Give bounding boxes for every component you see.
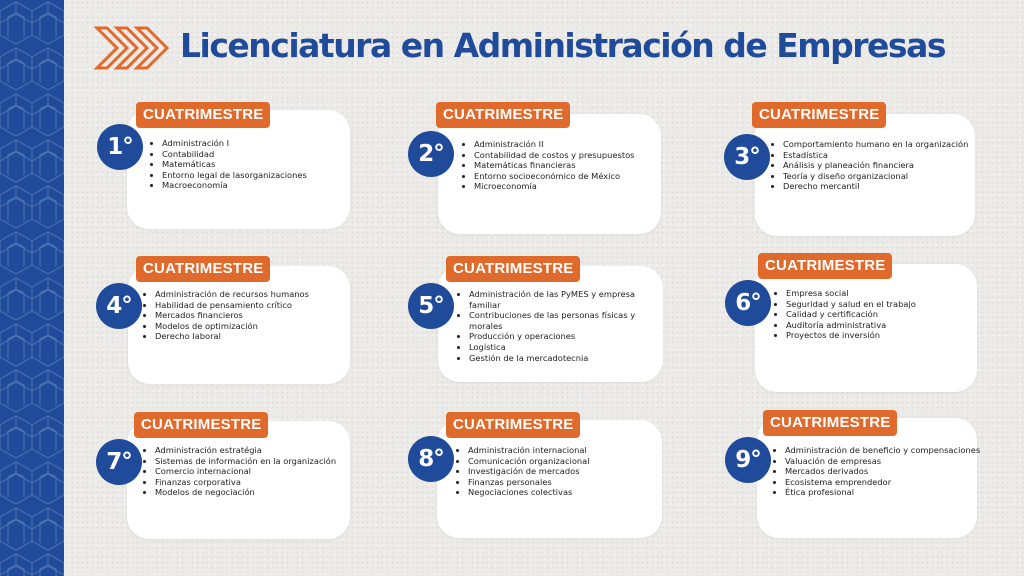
course-list <box>143 289 359 342</box>
cuatrimestre-number: 9° <box>725 437 771 483</box>
cuatrimestre-badge: CUATRIMESTRE <box>446 412 580 438</box>
cuatrimestre-badge: CUATRIMESTRE <box>136 256 270 282</box>
cuatrimestre-badge: CUATRIMESTRE <box>436 102 570 128</box>
course-item: • Administración I <box>162 138 358 149</box>
course-item: • Calidad y certificación <box>786 309 984 320</box>
course-item: • Análisis y planeación financiera <box>783 160 985 171</box>
cuatrimestre-number: 5° <box>408 283 454 329</box>
course-list <box>150 138 358 191</box>
course-item: • Empresa social <box>786 288 984 299</box>
course-list <box>143 445 359 498</box>
course-item: • Negociaciones colectivas <box>468 487 668 498</box>
course-item: • Modelos de negociación <box>155 487 359 498</box>
course-item: • Sistemas de información en la organización <box>155 456 359 467</box>
course-item: • Matemáticas financieras <box>474 160 670 171</box>
cuatrimestre-number: 8° <box>408 436 454 482</box>
course-item: • Administración de beneficio y compensaciones <box>785 445 988 456</box>
course-item: • Entorno socioeconómico de México <box>474 171 670 182</box>
course-item: • Finanzas personales <box>468 477 668 488</box>
course-item: • Seguridad y salud en el trabajo <box>786 299 984 310</box>
course-item: • Administración estratégia <box>155 445 359 456</box>
course-item: • Administración de recursos humanos <box>155 289 359 300</box>
course-item: • Mercados financieros <box>155 310 359 321</box>
course-item: • Ecosistema emprendedor <box>785 477 988 488</box>
course-item: • Valuación de empresas <box>785 456 988 467</box>
course-item: • Estadística <box>783 150 985 161</box>
geometric-pattern-icon <box>0 0 64 576</box>
course-item: • Logística <box>469 342 664 353</box>
course-item: • Administración internacional <box>468 445 668 456</box>
course-item: • Proyectos de inversión <box>786 330 984 341</box>
course-list <box>771 139 985 192</box>
course-item: • Finanzas corporativa <box>155 477 359 488</box>
page-title: Licenciatura en Administración de Empresas <box>180 26 945 65</box>
cuatrimestre-number: 3° <box>724 134 770 180</box>
course-item: • Entorno legal de lasorganizaciones <box>162 170 358 181</box>
course-item: • Contribuciones de las personas físicas y morales <box>469 310 664 331</box>
cuatrimestre-badge: CUATRIMESTRE <box>758 253 892 279</box>
course-item: • Teoría y diseño organizacional <box>783 171 985 182</box>
course-item: • Auditoría administrativa <box>786 320 984 331</box>
course-list <box>456 445 668 498</box>
course-list <box>773 445 988 498</box>
cuatrimestre-badge: CUATRIMESTRE <box>136 102 270 128</box>
course-item: • Administración de las PyMES y empresa familiar <box>469 289 664 310</box>
course-item: • Matemáticas <box>162 159 358 170</box>
course-item: • Comercio internacional <box>155 466 359 477</box>
course-item: • Macroeconomía <box>162 180 358 191</box>
course-item: • Microeconomía <box>474 181 670 192</box>
triple-chevron-right-icon <box>94 24 176 72</box>
course-item: • Contabilidad de costos y presupuestos <box>474 150 670 161</box>
cuatrimestre-badge: CUATRIMESTRE <box>446 256 580 282</box>
course-item: • Ética profesional <box>785 487 988 498</box>
cuatrimestre-number: 1° <box>97 124 143 170</box>
course-list <box>774 288 984 341</box>
course-item: • Habilidad de pensamiento crítico <box>155 300 359 311</box>
course-item: • Investigación de mercados <box>468 466 668 477</box>
course-list <box>462 139 670 192</box>
course-item: • Administración II <box>474 139 670 150</box>
course-item: • Contabilidad <box>162 149 358 160</box>
cuatrimestre-badge: CUATRIMESTRE <box>763 410 897 436</box>
cuatrimestre-number: 6° <box>725 280 771 326</box>
course-item: • Producción y operaciones <box>469 331 664 342</box>
course-list <box>457 289 664 363</box>
cuatrimestre-number: 7° <box>96 439 142 485</box>
cuatrimestre-number: 4° <box>96 283 142 329</box>
cuatrimestre-badge: CUATRIMESTRE <box>752 102 886 128</box>
cuatrimestre-badge: CUATRIMESTRE <box>134 412 268 438</box>
course-item: • Derecho mercantil <box>783 181 985 192</box>
course-item: • Derecho laboral <box>155 331 359 342</box>
course-item: • Mercados derivados <box>785 466 988 477</box>
course-item: • Modelos de optimización <box>155 321 359 332</box>
course-item: • Gestión de la mercadotecnia <box>469 353 664 364</box>
course-item: • Comportamiento humano en la organización <box>783 139 985 150</box>
course-item: • Comunicación organizacional <box>468 456 668 467</box>
cuatrimestre-number: 2° <box>408 131 454 177</box>
side-pattern-band <box>0 0 64 576</box>
